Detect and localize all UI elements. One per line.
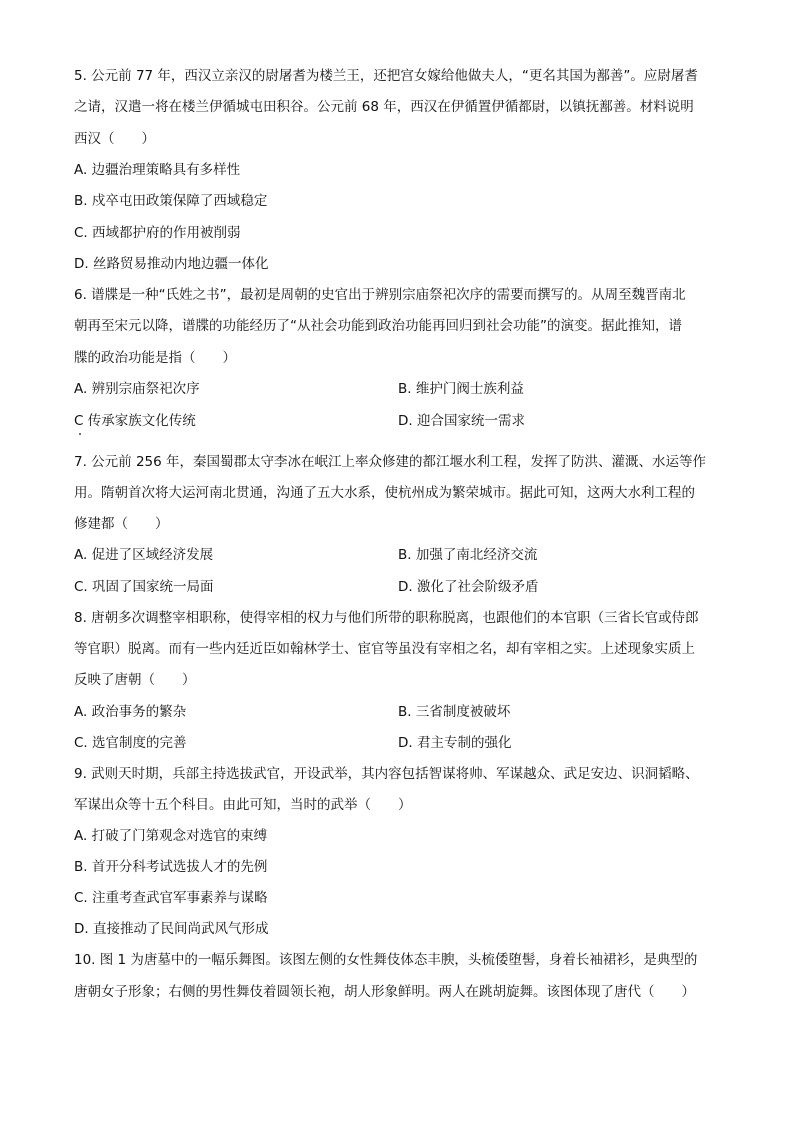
question-5-option-c[interactable]: C. 西域都护府的作用被削弱 (74, 225, 241, 241)
question-6-stem-line-2: 朝再至宋元以降，谱牒的功能经历了“从社会功能到政治功能再回归到社会功能”的演变。据此推知，谱 (74, 318, 682, 334)
question-5-stem-line-2: 之请，汉遣一将在楼兰伊循城屯田积谷。公元前 68 年，西汉在伊循置伊循都尉，以镇抚鄯善。材料说明 (74, 99, 694, 115)
question-10-stem-line-2: 唐朝女子形象；右侧的男性舞伎着圆领长袍，胡人形象鲜明。两人在跳胡旋舞。该图体现了唐代（ ） (74, 984, 695, 1000)
question-6-stem-line-3: 牒的政治功能是指（ ） (74, 350, 236, 366)
question-5-option-b[interactable]: B. 戍卒屯田政策保障了西域稳定 (74, 193, 268, 209)
question-7-stem-line-2: 用。隋朝首次将大运河南北贯通，沟通了五大水系，使杭州成为繁荣城市。据此可知，这两大水利工程的 (74, 485, 695, 501)
question-8-stem-line-1: 8. 唐朝多次调整宰相职称，使得宰相的权力与他们所带的职称脱离，也跟他们的本官职（三省长官或侍郎 (74, 610, 699, 626)
question-6-stem-line-1: 6. 谱牒是一种“氏姓之书”，最初是周朝的史官出于辨别宗庙祭祀次序的需要而撰写的。从周至魏晋南北 (74, 287, 686, 303)
question-6-option-c[interactable]: C 传承家族文化传统 (74, 413, 196, 429)
question-8-option-a[interactable]: A. 政治事务的繁杂 (74, 704, 187, 720)
question-8-stem-line-2: 等官职）脱离。而有一些内廷近臣如翰林学士、宦官等虽没有宰相之名，却有宰相之实。上述现象实质上 (74, 641, 695, 657)
question-5-option-a[interactable]: A. 边疆治理策略具有多样性 (74, 162, 241, 178)
question-9-option-c[interactable]: C. 注重考查武官军事素养与谋略 (74, 890, 268, 906)
question-7-stem-line-1: 7. 公元前 256 年，秦国蜀郡太守李冰在岷江上率众修建的都江堰水利工程，发挥了防洪、灌溉、水运等作 (74, 454, 707, 470)
question-6-option-d[interactable]: D. 迎合国家统一需求 (398, 413, 525, 429)
question-7-option-a[interactable]: A. 促进了区域经济发展 (74, 547, 214, 563)
question-6-option-b[interactable]: B. 维护门阀士族利益 (398, 381, 524, 397)
stray-dot (79, 433, 81, 435)
question-7-option-c[interactable]: C. 巩固了国家统一局面 (74, 579, 214, 595)
question-9-stem-line-2: 军谋出众等十五个科目。由此可知，当时的武举（ ） (74, 797, 412, 813)
question-6-option-a[interactable]: A. 辨别宗庙祭祀次序 (74, 381, 200, 397)
question-9-option-d[interactable]: D. 直接推动了民间尚武风气形成 (74, 921, 269, 937)
question-9-option-a[interactable]: A. 打破了门第观念对选官的束缚 (74, 828, 268, 844)
question-7-option-d[interactable]: D. 激化了社会阶级矛盾 (398, 579, 539, 595)
question-8-option-d[interactable]: D. 君主专制的强化 (398, 735, 512, 751)
question-8-stem-line-3: 反映了唐朝（ ） (74, 672, 196, 688)
question-5-stem-line-1: 5. 公元前 77 年，西汉立亲汉的尉屠耆为楼兰王，还把宫女嫁给他做夫人，“更名其国为鄯善”。应尉屠耆 (74, 68, 698, 84)
question-9-option-b[interactable]: B. 首开分科考试选拔人才的先例 (74, 859, 268, 875)
question-7-option-b[interactable]: B. 加强了南北经济交流 (398, 547, 538, 563)
question-5-option-d[interactable]: D. 丝路贸易推动内地边疆一体化 (74, 256, 269, 272)
question-8-option-b[interactable]: B. 三省制度被破坏 (398, 704, 511, 720)
question-10-stem-line-1: 10. 图 1 为唐墓中的一幅乐舞图。该图左侧的女性舞伎体态丰腴，头梳倭堕髻，身着长袖裙衫，是典型的 (74, 952, 698, 968)
question-8-option-c[interactable]: C. 选官制度的完善 (74, 735, 187, 751)
question-9-stem-line-1: 9. 武则天时期，兵部主持选拔武官，开设武举，其内容包括智谋将帅、军谋越众、武足安边、识洞韬略、 (74, 766, 699, 782)
question-5-stem-line-3: 西汉（ ） (74, 131, 155, 147)
question-7-stem-line-3: 修建都（ ） (74, 516, 169, 532)
